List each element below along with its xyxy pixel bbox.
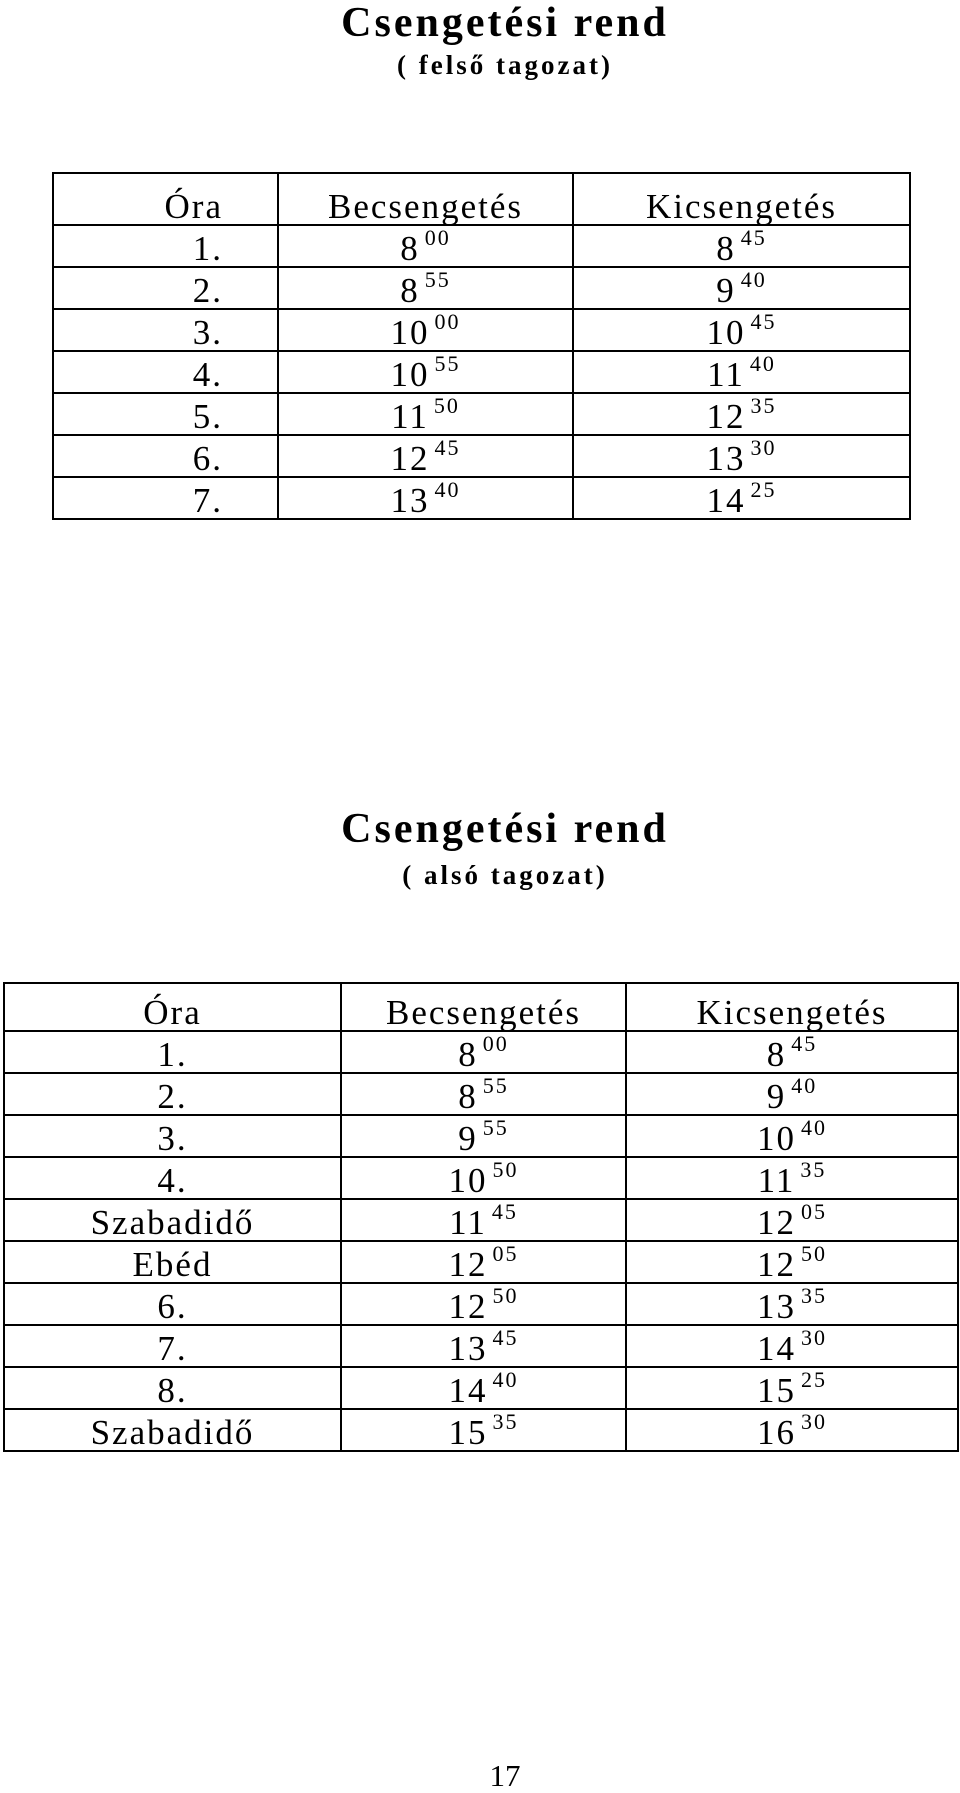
becsengetes-hour: 8 xyxy=(400,271,420,310)
ora-cell: Szabadidő xyxy=(4,1199,341,1241)
ora-cell: 2. xyxy=(4,1073,341,1115)
kicsengetes-cell xyxy=(626,1409,958,1451)
upper-subtitle: ( felső tagozat) xyxy=(397,50,613,80)
becsengetes-cell xyxy=(341,1241,626,1283)
becsengetes-minute: 55 xyxy=(482,1115,509,1140)
becsengetes-cell xyxy=(341,1115,626,1157)
kicsengetes-hour: 13 xyxy=(757,1287,796,1326)
kicsengetes-hour: 13 xyxy=(706,439,746,478)
becsengetes-minute: 55 xyxy=(482,1073,509,1098)
kicsengetes-cell xyxy=(626,1115,958,1157)
kicsengetes-cell xyxy=(573,477,910,519)
ora-cell: 7. xyxy=(4,1325,341,1367)
lower-schedule-row xyxy=(4,1115,958,1157)
becsengetes-hour: 13 xyxy=(390,481,430,520)
kicsengetes-hour: 9 xyxy=(766,1077,787,1116)
kicsengetes-minute: 35 xyxy=(750,393,777,418)
lower-header-ora: Óra xyxy=(4,983,341,1031)
ora-cell: 1. xyxy=(4,1031,341,1073)
becsengetes-cell xyxy=(341,1199,626,1241)
becsengetes-minute: 50 xyxy=(492,1157,519,1182)
becsengetes-cell xyxy=(278,393,573,435)
lower-schedule-row xyxy=(4,1157,958,1199)
lower-schedule-row xyxy=(4,1031,958,1073)
ora-cell: Szabadidő xyxy=(4,1409,341,1451)
becsengetes-cell xyxy=(278,351,573,393)
kicsengetes-hour: 8 xyxy=(716,229,736,268)
kicsengetes-hour: 16 xyxy=(757,1413,796,1452)
kicsengetes-minute: 30 xyxy=(801,1409,827,1434)
kicsengetes-hour: 12 xyxy=(706,397,746,436)
becsengetes-hour: 8 xyxy=(458,1077,478,1116)
kicsengetes-minute: 30 xyxy=(801,1325,827,1350)
becsengetes-cell xyxy=(341,1073,626,1115)
becsengetes-cell xyxy=(278,435,573,477)
becsengetes-cell xyxy=(341,1031,626,1073)
becsengetes-hour: 10 xyxy=(448,1161,488,1200)
lower-header-becsengetes: Becsengetés xyxy=(341,983,626,1031)
lower-schedule-table xyxy=(3,982,959,1452)
becsengetes-minute: 00 xyxy=(482,1031,509,1056)
ora-cell: 6. xyxy=(53,435,278,477)
ora-cell: 7. xyxy=(53,477,278,519)
becsengetes-cell xyxy=(278,267,573,309)
lower-subtitle: ( alsó tagozat) xyxy=(402,860,608,890)
upper-title: Csengetési rend xyxy=(341,0,669,46)
becsengetes-cell xyxy=(341,1157,626,1199)
becsengetes-cell xyxy=(278,225,573,267)
ora-cell: 5. xyxy=(53,393,278,435)
ora-cell: 8. xyxy=(4,1367,341,1409)
becsengetes-minute: 55 xyxy=(434,351,461,376)
becsengetes-cell xyxy=(341,1367,626,1409)
kicsengetes-cell xyxy=(626,1283,958,1325)
becsengetes-cell xyxy=(341,1409,626,1451)
kicsengetes-cell xyxy=(626,1157,958,1199)
becsengetes-minute: 00 xyxy=(434,309,461,334)
becsengetes-cell xyxy=(278,309,573,351)
becsengetes-minute: 00 xyxy=(424,225,451,250)
becsengetes-minute: 40 xyxy=(434,477,461,502)
upper-header-ora: Óra xyxy=(53,173,278,225)
kicsengetes-cell xyxy=(573,309,910,351)
kicsengetes-hour: 10 xyxy=(757,1119,796,1158)
lower-schedule-row xyxy=(4,1409,958,1451)
kicsengetes-hour: 15 xyxy=(757,1371,796,1410)
becsengetes-hour: 12 xyxy=(390,439,430,478)
kicsengetes-hour: 10 xyxy=(706,313,746,352)
becsengetes-hour: 14 xyxy=(448,1371,488,1410)
kicsengetes-cell xyxy=(626,1241,958,1283)
lower-schedule-row xyxy=(4,1199,958,1241)
becsengetes-hour: 8 xyxy=(458,1035,478,1074)
upper-schedule-row xyxy=(53,351,910,393)
becsengetes-minute: 50 xyxy=(492,1283,519,1308)
kicsengetes-cell xyxy=(573,435,910,477)
kicsengetes-cell xyxy=(573,267,910,309)
lower-schedule-row xyxy=(4,1241,958,1283)
kicsengetes-minute: 40 xyxy=(749,351,776,376)
ora-cell: 2. xyxy=(53,267,278,309)
upper-schedule-table xyxy=(52,172,911,520)
kicsengetes-hour: 14 xyxy=(706,481,746,520)
upper-schedule-row xyxy=(53,477,910,519)
becsengetes-minute: 50 xyxy=(433,393,460,418)
lower-schedule-row xyxy=(4,1283,958,1325)
upper-schedule-row xyxy=(53,267,910,309)
becsengetes-hour: 10 xyxy=(390,355,430,394)
becsengetes-cell xyxy=(341,1325,626,1367)
kicsengetes-hour: 11 xyxy=(707,355,745,394)
becsengetes-hour: 9 xyxy=(458,1119,478,1158)
ora-cell: 1. xyxy=(53,225,278,267)
upper-header-row xyxy=(53,173,910,225)
kicsengetes-cell xyxy=(573,351,910,393)
kicsengetes-minute: 25 xyxy=(750,477,777,502)
upper-schedule-body xyxy=(53,173,910,519)
upper-header-kicsengetes: Kicsengetés xyxy=(573,173,910,225)
kicsengetes-minute: 40 xyxy=(740,267,767,292)
kicsengetes-cell xyxy=(626,1073,958,1115)
kicsengetes-cell xyxy=(626,1367,958,1409)
becsengetes-minute: 40 xyxy=(492,1367,519,1392)
becsengetes-hour: 12 xyxy=(448,1287,488,1326)
lower-schedule-body xyxy=(4,983,958,1451)
becsengetes-minute: 45 xyxy=(491,1199,518,1224)
becsengetes-minute: 45 xyxy=(492,1325,519,1350)
kicsengetes-hour: 12 xyxy=(757,1245,796,1284)
kicsengetes-minute: 45 xyxy=(750,309,777,334)
kicsengetes-minute: 40 xyxy=(801,1115,827,1140)
upper-header-becsengetes: Becsengetés xyxy=(278,173,573,225)
kicsengetes-hour: 9 xyxy=(716,271,736,310)
lower-header-row xyxy=(4,983,958,1031)
kicsengetes-hour: 8 xyxy=(766,1035,787,1074)
upper-schedule-row xyxy=(53,393,910,435)
kicsengetes-hour: 12 xyxy=(757,1203,796,1242)
upper-schedule-row xyxy=(53,435,910,477)
ora-cell: 4. xyxy=(4,1157,341,1199)
becsengetes-hour: 8 xyxy=(400,229,420,268)
kicsengetes-hour: 14 xyxy=(757,1329,796,1368)
kicsengetes-minute: 35 xyxy=(801,1283,827,1308)
kicsengetes-cell xyxy=(626,1199,958,1241)
kicsengetes-minute: 35 xyxy=(800,1157,827,1182)
ora-cell: 3. xyxy=(53,309,278,351)
kicsengetes-minute: 30 xyxy=(750,435,777,460)
kicsengetes-minute: 45 xyxy=(740,225,767,250)
kicsengetes-minute: 40 xyxy=(791,1073,818,1098)
upper-schedule-row xyxy=(53,225,910,267)
ora-cell: 3. xyxy=(4,1115,341,1157)
kicsengetes-minute: 50 xyxy=(801,1241,827,1266)
kicsengetes-cell xyxy=(573,393,910,435)
becsengetes-hour: 12 xyxy=(448,1245,488,1284)
becsengetes-minute: 45 xyxy=(434,435,461,460)
lower-title: Csengetési rend xyxy=(341,806,669,852)
ora-cell: 6. xyxy=(4,1283,341,1325)
kicsengetes-hour: 11 xyxy=(757,1161,796,1200)
kicsengetes-cell xyxy=(573,225,910,267)
becsengetes-minute: 35 xyxy=(492,1409,519,1434)
becsengetes-minute: 05 xyxy=(492,1241,519,1266)
upper-schedule-row xyxy=(53,309,910,351)
kicsengetes-minute: 45 xyxy=(791,1031,818,1056)
kicsengetes-minute: 25 xyxy=(801,1367,827,1392)
lower-header-kicsengetes: Kicsengetés xyxy=(626,983,958,1031)
lower-schedule-row xyxy=(4,1367,958,1409)
lower-schedule-row xyxy=(4,1073,958,1115)
page-number: 17 xyxy=(489,1758,521,1793)
lower-schedule-row xyxy=(4,1325,958,1367)
becsengetes-cell xyxy=(278,477,573,519)
becsengetes-cell xyxy=(341,1283,626,1325)
becsengetes-hour: 11 xyxy=(449,1203,487,1242)
becsengetes-hour: 10 xyxy=(390,313,430,352)
ora-cell: Ebéd xyxy=(4,1241,341,1283)
ora-cell: 4. xyxy=(53,351,278,393)
becsengetes-hour: 15 xyxy=(448,1413,488,1452)
kicsengetes-minute: 05 xyxy=(801,1199,827,1224)
becsengetes-hour: 13 xyxy=(448,1329,488,1368)
kicsengetes-cell xyxy=(626,1031,958,1073)
becsengetes-minute: 55 xyxy=(424,267,451,292)
becsengetes-hour: 11 xyxy=(391,397,429,436)
kicsengetes-cell xyxy=(626,1325,958,1367)
